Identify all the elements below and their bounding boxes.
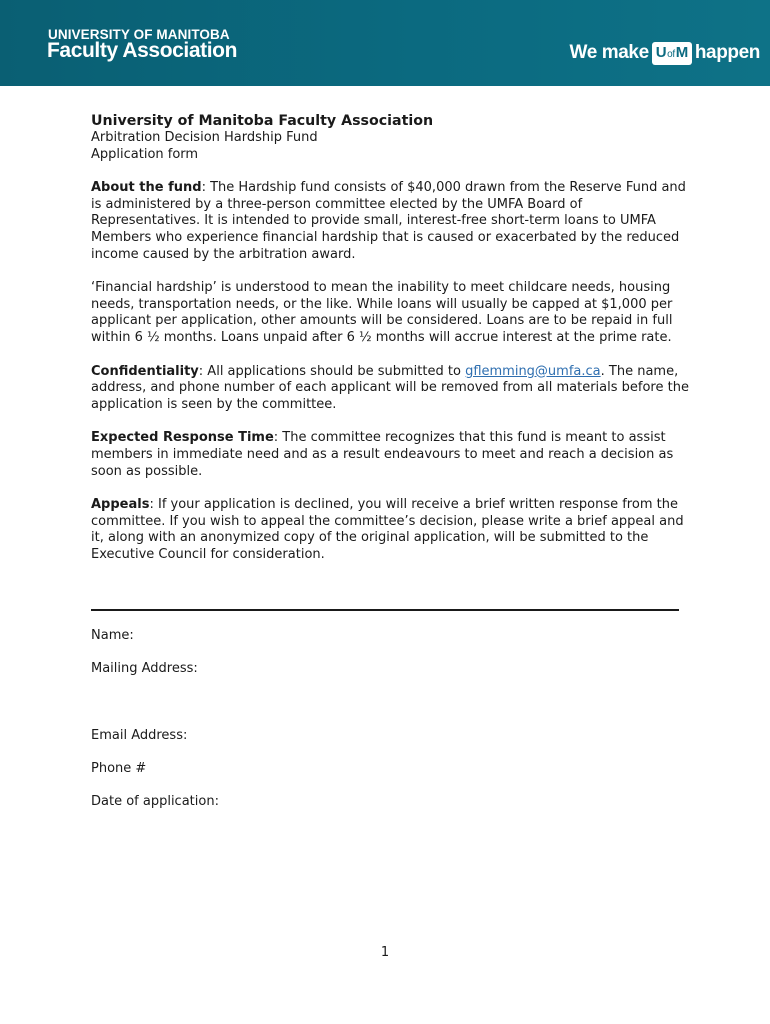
page-number: 1 (380, 945, 390, 960)
badge-m: M (675, 43, 688, 61)
document-subtitle-fund: Arbitration Decision Hardship Fund (91, 130, 318, 145)
response-time-paragraph (91, 430, 691, 480)
response-time-text: : The committee recognizes that this fund is meant to assist members in immediate need and as a result endeavours to meet and reach a decision as soon as possible. (91, 430, 674, 479)
hardship-text: ‘Financial hardship’ is understood to mean the inability to meet childcare needs, housing needs, transportation needs, or the like. While loans will usually be capped at $1,000 per applicant per application, other amounts will be considered. Loans are to be repaid in full within 6 ½ months. Loans unpaid after 6 ½ months will accrue interest at the prime rate. (91, 280, 673, 345)
name-field-label: Name: (91, 628, 134, 643)
mailing-address-field-label: Mailing Address: (91, 661, 198, 676)
document-subtitle-form: Application form (91, 146, 199, 162)
org-name-line2: Faculty Association (47, 39, 238, 62)
uofm-logo-badge (652, 42, 692, 65)
email-address-field-label: Email Address: (91, 728, 188, 743)
confidentiality-label: Confidentiality (91, 363, 199, 379)
org-name-line1: UNIVERSITY OF MANITOBA (48, 27, 230, 42)
appeals-label: Appeals (91, 497, 150, 513)
document-title: University of Manitoba Faculty Association (91, 113, 434, 129)
appeals-paragraph (91, 497, 691, 563)
confidentiality-text-after: . The name, address, and phone number of each applicant will be removed from all materials before the application is seen by the committee. (91, 363, 689, 412)
about-paragraph (91, 180, 691, 263)
hardship-paragraph (91, 280, 691, 346)
badge-of: of (667, 48, 675, 60)
appeals-text: : If your application is declined, you will receive a brief written response from the committee. If you wish to appeal the committee’s decision, please write a brief appeal and it, along with an anonymized copy of the original application, will be submitted to the Executive Council for consideration. (91, 497, 684, 562)
confidentiality-text-before: : All applications should be submitted to (198, 363, 466, 379)
date-of-application-field-label: Date of application: (91, 794, 219, 809)
badge-u: U (655, 43, 667, 61)
email-link[interactable]: gflemming@umfa.ca (465, 363, 601, 379)
section-divider (91, 609, 679, 611)
tagline-before: We make (569, 42, 649, 63)
document-body (91, 112, 691, 563)
response-time-label: Expected Response Time (91, 430, 274, 446)
tagline (570, 41, 761, 65)
confidentiality-paragraph (91, 364, 691, 414)
about-text: : The Hardship fund consists of $40,000 drawn from the Reserve Fund and is administered by a three-person committee elected by the UMFA Board of Representatives. It is intended to provide small, interest-free short-term loans to UMFA Members who experience financial hardship that is caused or exacerbated by the reduced income caused by the arbitration award. (91, 180, 686, 262)
about-label: About the fund (91, 180, 202, 196)
phone-field-label: Phone # (91, 761, 147, 776)
tagline-after: happen (694, 42, 760, 63)
header-banner (0, 0, 770, 86)
